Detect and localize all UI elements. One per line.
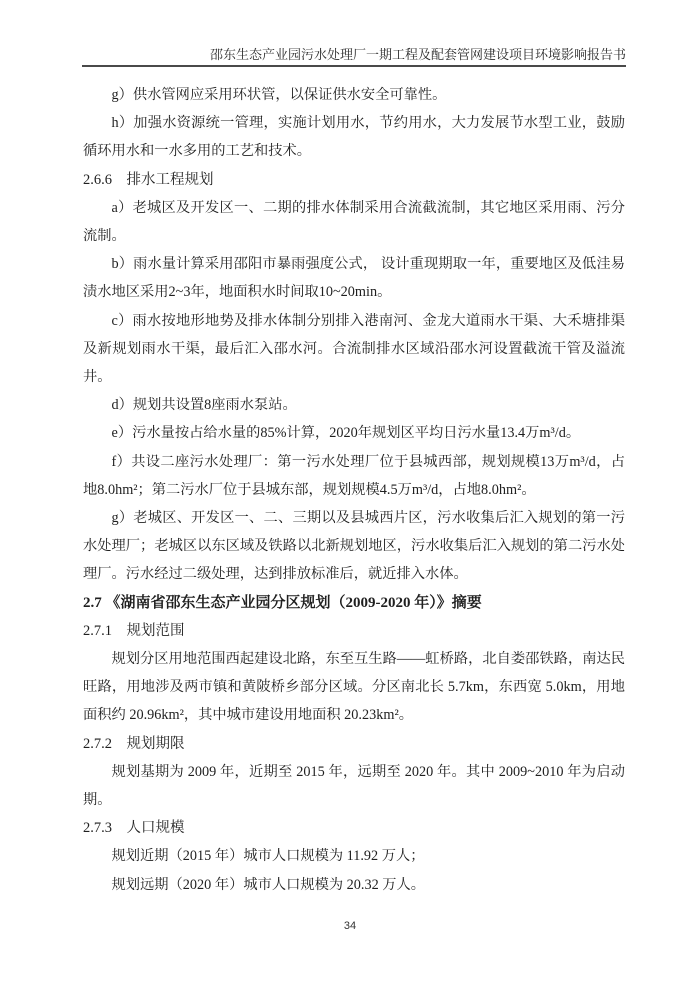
paragraph: 规划远期（2020 年）城市人口规模为 20.32 万人。 bbox=[111, 876, 426, 893]
paragraph: e）污水量按占给水量的85%计算，2020年规划区平均日污水量13.4万m³/d。 bbox=[111, 425, 581, 442]
paragraph: f）共设二座污水处理厂：第一污水处理厂位于县城西部，规划规模13万m³/d，占地8.0hm²；第二污水厂位于县城东部，规划规模4.5万m³/d，占地8.0hm²。 bbox=[83, 453, 625, 498]
paragraph: g）老城区、开发区一、二、三期以及县城西片区，污水收集后汇入规划的第一污水处理厂；老城区以东区域及铁路以北新规划地区，污水收集后汇入规划的第二污水处理厂。污水经过二级处理，达到排放标准后，就近排入水体。 bbox=[83, 510, 625, 583]
paragraph: a）老城区及开发区一、二期的排水体制采用合流截流制，其它地区采用雨、污分流制。 bbox=[83, 199, 625, 245]
paragraph: 规划分区用地范围西起建设北路，东至互生路——虹桥路，北自娄邵铁路，南达民旺路，用地涉及两市镇和黄陂桥乡部分区域。分区南北长 5.7km，东西宽 5.0km，用地面积约 20.96km²，其中城市建设用地面积 20.23km²。 bbox=[83, 651, 625, 724]
section-heading: 2.7 《湖南省邵东生态产业园分区规划（2009-2020 年）》摘要 bbox=[83, 594, 482, 611]
paragraph: b）雨水量计算采用邵阳市暴雨强度公式， 设计重现期取一年，重要地区及低洼易渍水地区采用2~3年，地面积水时间取10~20min。 bbox=[83, 256, 625, 301]
paragraph: g）供水管网应采用环状管，以保证供水安全可靠性。 bbox=[111, 87, 447, 103]
page-number: 34 bbox=[343, 920, 357, 932]
running-header-title: 邵东生态产业园污水处理厂一期工程及配套管网建设项目环境影响报告书 bbox=[82, 0, 626, 67]
page-footer bbox=[0, 920, 700, 932]
document-body bbox=[83, 81, 625, 899]
paragraph: 规划近期（2015 年）城市人口规模为 11.92 万人； bbox=[111, 848, 425, 865]
section-heading: 2.7.1 规划范围 bbox=[83, 622, 185, 639]
section-heading: 2.7.3 人口规模 bbox=[83, 820, 185, 837]
paragraph: h）加强水资源统一管理，实施计划用水，节约用水，大力发展节水型工业，鼓励循环用水和一水多用的工艺和技术。 bbox=[83, 115, 625, 160]
paragraph: d）规划共设置8座雨水泵站。 bbox=[111, 397, 297, 414]
section-heading: 2.7.2 规划期限 bbox=[83, 735, 185, 752]
section-heading: 2.6.6 排水工程规划 bbox=[83, 171, 214, 188]
paragraph: 规划基期为 2009 年，近期至 2015 年，远期至 2020 年。其中 2009~2010 年为启动期。 bbox=[83, 763, 625, 809]
paragraph: c）雨水按地形地势及排水体制分别排入港南河、金龙大道雨水干渠、大禾塘排渠及新规划雨水干渠，最后汇入邵水河。合流制排水区域沿邵水河设置截流干管及溢流井。 bbox=[83, 312, 625, 386]
page-header bbox=[82, 0, 626, 67]
